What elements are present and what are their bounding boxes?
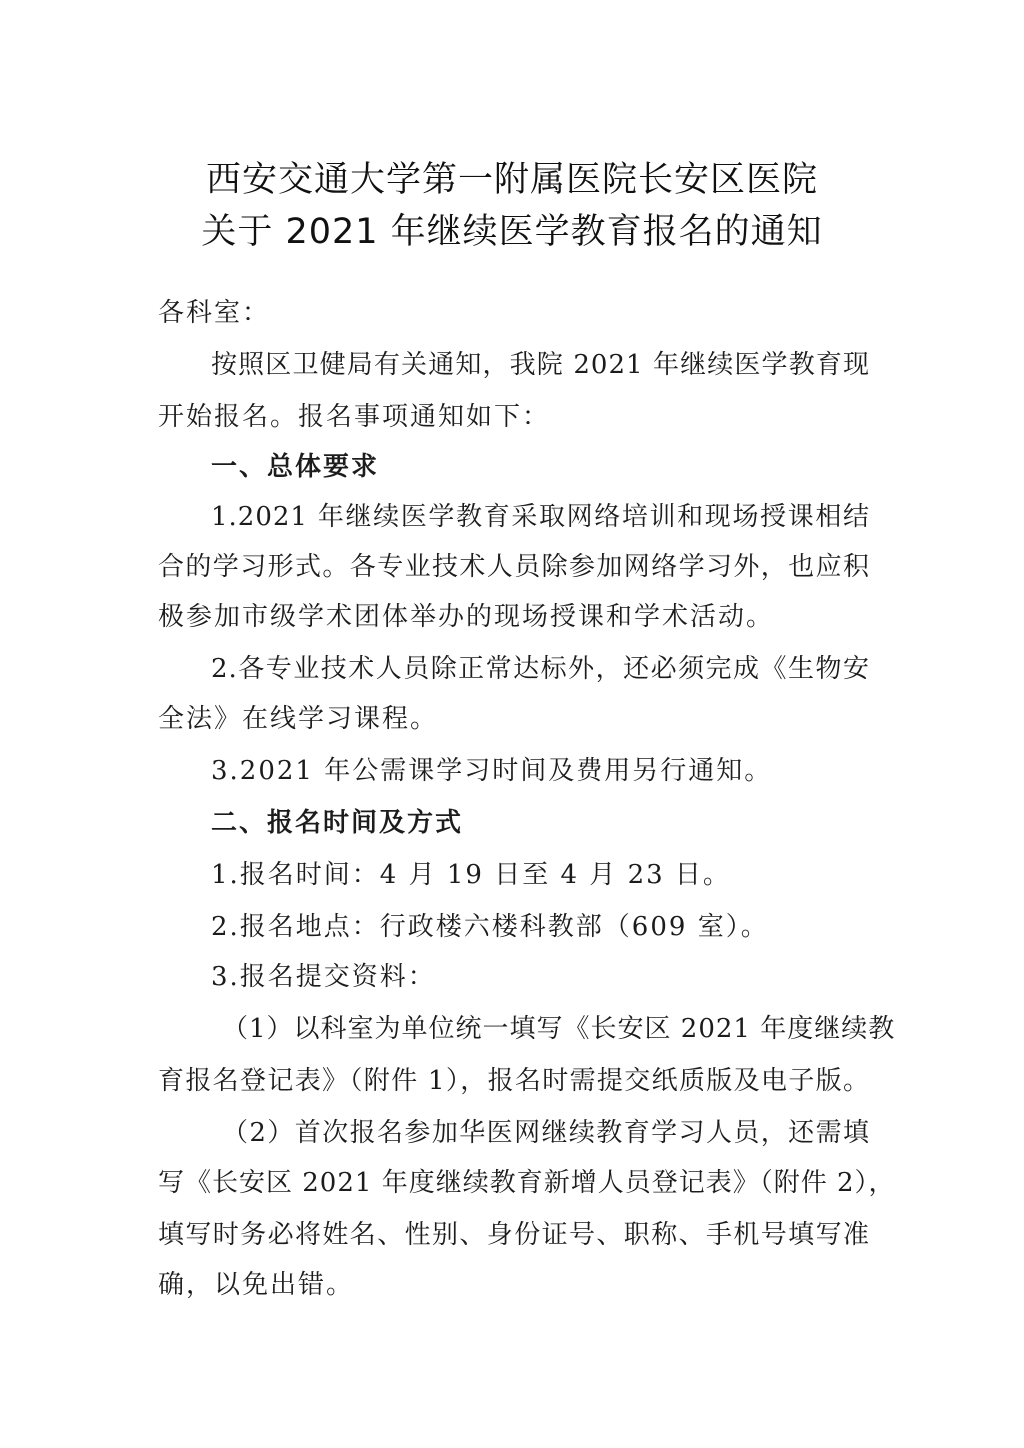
section-2-sub-2-line: （2）首次报名参加华医网继续教育学习人员，还需填 xyxy=(222,1118,870,1148)
intro-paragraph-line: 按照区卫健局有关通知，我院 2021 年继续医学教育现 xyxy=(211,350,870,380)
section-2-sub-2-line: 写《长安区 2021 年度继续教育新增人员登记表》（附件 2）， xyxy=(158,1168,896,1198)
section-2-heading: 二、报名时间及方式 xyxy=(211,808,464,838)
document-title-line-2: 关于 2021 年继续医学教育报名的通知 xyxy=(201,212,823,252)
section-2-sub-1-line: （1）以科室为单位统一填写《长安区 2021 年度继续教 xyxy=(222,1014,896,1044)
intro-paragraph-line: 开始报名。报名事项通知如下： xyxy=(158,402,551,432)
section-1-item-2-line: 2.各专业技术人员除正常达标外，还必须完成《生物安 xyxy=(211,654,870,684)
section-2-sub-2-line: 填写时务必将姓名、性别、身份证号、职称、手机号填写准 xyxy=(158,1220,870,1250)
document-title-line-1: 西安交通大学第一附属医院长安区医院 xyxy=(205,160,818,200)
section-2-item-2: 2.报名地点：行政楼六楼科教部（609 室）。 xyxy=(211,912,769,942)
section-2-item-1: 1.报名时间：4 月 19 日至 4 月 23 日。 xyxy=(211,860,731,890)
section-1-item-1-line: 合的学习形式。各专业技术人员除参加网络学习外，也应积 xyxy=(158,552,870,582)
section-1-item-2-line: 全法》在线学习课程。 xyxy=(158,704,439,734)
salutation: 各科室： xyxy=(158,298,271,328)
section-2-sub-1-line: 育报名登记表》（附件 1），报名时需提交纸质版及电子版。 xyxy=(158,1066,870,1096)
section-2-sub-2-line: 确，以免出错。 xyxy=(158,1270,355,1300)
section-1-item-1-line: 极参加市级学术团体举办的现场授课和学术活动。 xyxy=(158,602,775,632)
section-1-item-3: 3.2021 年公需课学习时间及费用另行通知。 xyxy=(211,756,773,786)
section-2-item-3: 3.报名提交资料： xyxy=(211,962,436,992)
section-1-heading: 一、总体要求 xyxy=(211,452,380,482)
section-1-item-1-line: 1.2021 年继续医学教育采取网络培训和现场授课相结 xyxy=(211,502,870,532)
